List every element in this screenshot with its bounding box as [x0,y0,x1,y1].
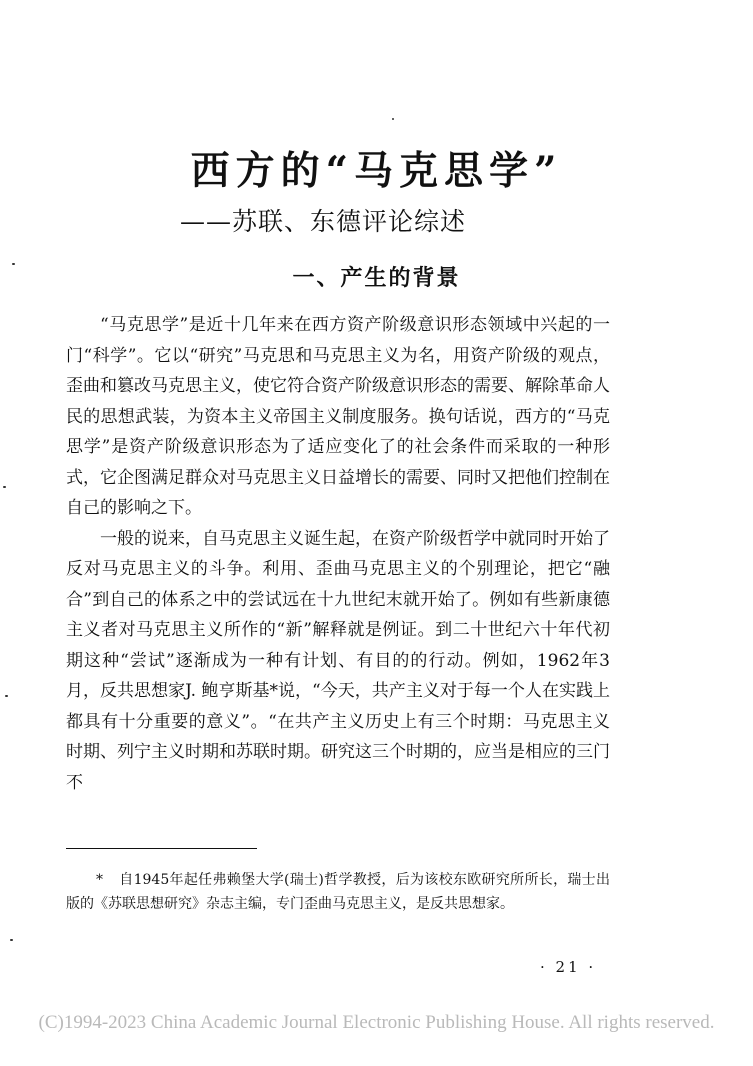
footnote-marker: * [96,872,103,888]
scan-speck [5,695,8,697]
paragraph-1: “马克思学”是近十几年来在西方资产阶级意识形态领域中兴起的一门“科学”。它以“研究”马克思和马克思主义为名，用资产阶级的观点，歪曲和篡改马克思主义，使它符合资产阶级意识形态的需要、解除革命人民的思想武装，为资本主义帝国主义制度服务。换句话说，西方的“马克思学”是资产阶级意识形态为了适应变化了的社会条件而采取的一种形式，它企图满足群众对马克思主义日益增长的需要、同时又把他们控制在自己的影响之下。 [66,315,610,518]
scan-speck [3,486,6,488]
body-text [66,310,610,798]
article-subtitle: ——苏联、东德评论综述 [180,207,467,236]
section-heading: 一、产生的背景 [292,265,461,291]
scan-speck [12,263,15,265]
footnote-text: 自1945年起任弗赖堡大学(瑞士)哲学教授，后为该校东欧研究所所长，瑞士出版的《苏联思想研究》杂志主编，专门歪曲马克思主义，是反共思想家。 [66,872,610,912]
paragraph-2: 一般的说来，自马克思主义诞生起，在资产阶级哲学中就同时开始了反对马克思主义的斗争。利用、歪曲马克思主义的个别理论，把它“融合”到自己的体系之中的尝试远在十九世纪末就开始了。例如有些新康德主义者对马克思主义所作的“新”解释就是例证。到二十世纪六十年代初期这种“尝试”逐渐成为一种有计划、有目的的行动。例如，1962年3月，反共思想家J. 鲍亨斯基*说，“今天，共产主义对于每一个人在实践上都具有十分重要的意义”。“在共产主义历史上有三个时期：马克思主义时期、列宁主义时期和苏联时期。研究这三个时期的，应当是相应的三门不 [66,528,610,793]
scan-speck [392,118,394,120]
footnote-divider [66,848,257,849]
page-number: · 21 · [540,958,597,976]
scan-speck [10,939,13,941]
article-title: 西方的“马克思学” [190,148,563,194]
footnote [66,868,610,916]
copyright-watermark: (C)1994-2023 China Academic Journal Electronic Publishing House. All rights reserved. [38,1012,715,1033]
